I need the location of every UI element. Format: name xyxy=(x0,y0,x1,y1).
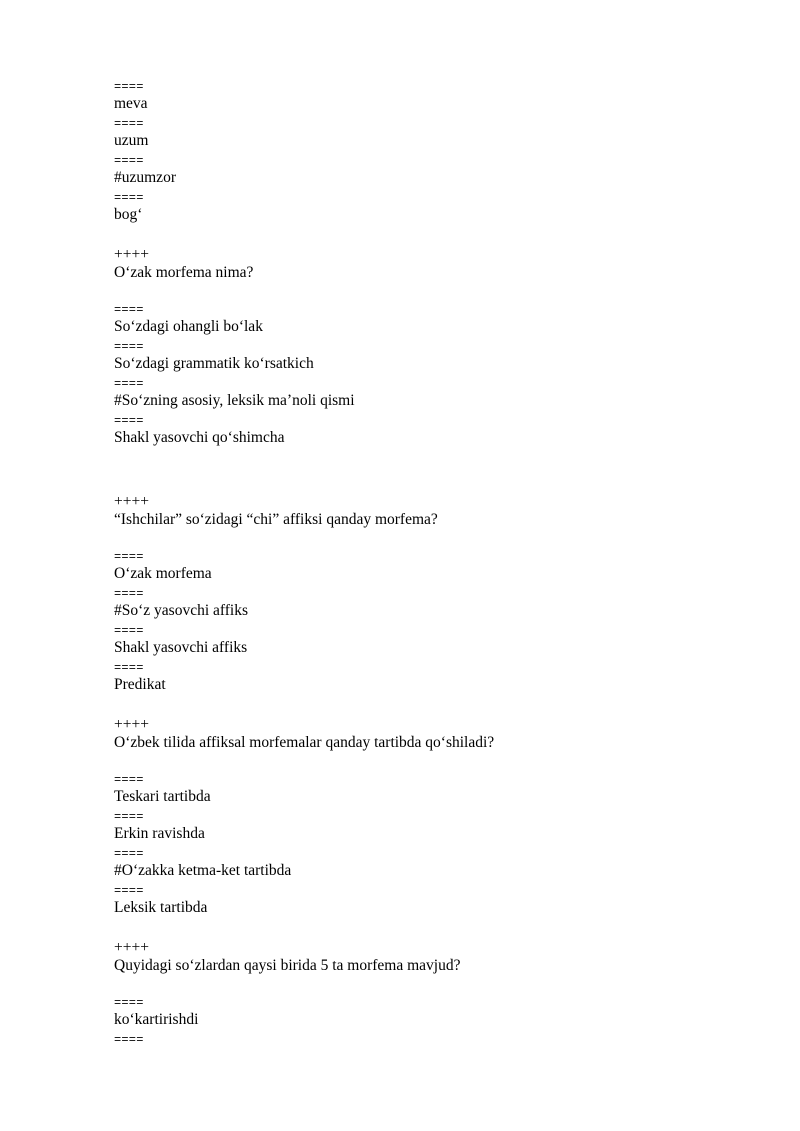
answer-option: Shakl yasovchi affiks xyxy=(114,639,248,656)
answer-option-correct: #So‘zning asosiy, leksik ma’noli qismi xyxy=(114,392,355,409)
answer-option-correct: #O‘zakka ketma-ket tartibda xyxy=(114,862,292,879)
question-text: O‘zak morfema nima? xyxy=(114,264,254,281)
answer-option: uzum xyxy=(114,132,149,149)
question-text: Quyidagi so‘zlardan qaysi birida 5 ta morfema mavjud? xyxy=(114,957,461,974)
option-separator: ==== xyxy=(114,191,144,205)
answer-option: Predikat xyxy=(114,676,166,693)
answer-option: meva xyxy=(114,95,148,112)
option-separator: ==== xyxy=(114,550,144,564)
option-separator: ==== xyxy=(114,414,144,428)
option-separator: ==== xyxy=(114,1033,144,1047)
answer-option: So‘zdagi grammatik ko‘rsatkich xyxy=(114,355,314,372)
option-separator: ==== xyxy=(114,847,144,861)
option-separator: ==== xyxy=(114,587,144,601)
answer-option: Shakl yasovchi qo‘shimcha xyxy=(114,429,285,446)
option-separator: ==== xyxy=(114,884,144,898)
option-separator: ==== xyxy=(114,996,144,1010)
option-separator: ==== xyxy=(114,117,144,131)
option-separator: ==== xyxy=(114,661,144,675)
answer-option-correct: #So‘z yasovchi affiks xyxy=(114,602,249,619)
answer-option: Leksik tartibda xyxy=(114,899,208,916)
question-separator: ++++ xyxy=(114,246,149,263)
question-text: O‘zbek tilida affiksal morfemalar qanday tartibda qo‘shiladi? xyxy=(114,734,495,751)
option-separator: ==== xyxy=(114,340,144,354)
question-separator: ++++ xyxy=(114,716,149,733)
option-separator: ==== xyxy=(114,810,144,824)
option-separator: ==== xyxy=(114,80,144,94)
question-separator: ++++ xyxy=(114,939,149,956)
answer-option: So‘zdagi ohangli bo‘lak xyxy=(114,318,263,335)
option-separator: ==== xyxy=(114,773,144,787)
option-separator: ==== xyxy=(114,377,144,391)
answer-option: ko‘kartirishdi xyxy=(114,1011,199,1028)
answer-option: O‘zak morfema xyxy=(114,565,212,582)
answer-option: bog‘ xyxy=(114,206,143,223)
option-separator: ==== xyxy=(114,624,144,638)
answer-option: Erkin ravishda xyxy=(114,825,205,842)
answer-option-correct: #uzumzor xyxy=(114,169,176,186)
question-separator: ++++ xyxy=(114,493,149,510)
question-text: “Ishchilar” so‘zidagi “chi” affiksi qanday morfema? xyxy=(114,511,438,528)
answer-option: Teskari tartibda xyxy=(114,788,211,805)
option-separator: ==== xyxy=(114,154,144,168)
option-separator: ==== xyxy=(114,303,144,317)
